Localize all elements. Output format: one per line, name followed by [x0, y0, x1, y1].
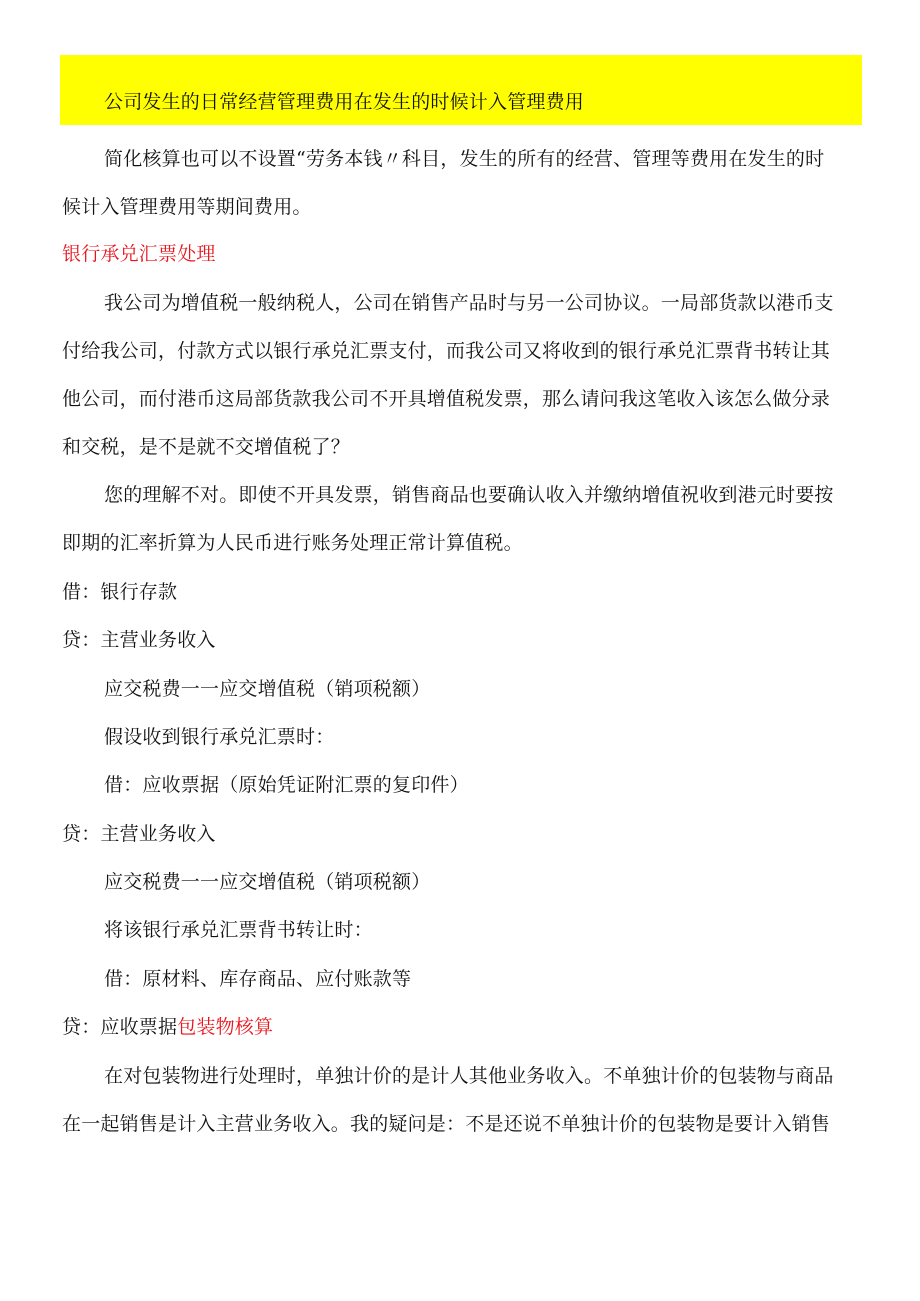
highlighted-heading: 公司发生的日常经营管理费用在发生的时候计入管理费用 — [104, 91, 585, 113]
paragraph-line: 付给我公司，付款方式以银行承兑汇票支付，而我公司又将收到的银行承兑汇票背书转让其 — [62, 340, 831, 362]
paragraph-line: 我公司为增值税一般纳税人，公司在销售产品时与另一公司协议。一局部货款以港币支 — [104, 292, 834, 314]
paragraph-line: 和交税，是不是就不交增值税了？ — [62, 436, 351, 458]
endorse-line: 将该银行承兑汇票背书转让时： — [104, 919, 373, 941]
journal-credit-line: 贷：主营业务收入 — [62, 823, 216, 845]
journal-debit-line: 借：应收票据（原始凭证附汇票的复印件） — [104, 774, 469, 796]
journal-tax-line: 应交税费一一应交增值税（销项税额） — [104, 871, 431, 893]
paragraph-line: 他公司，而付港币这局部货款我公司不开具增值税发票，那么请问我这笔收入该怎么做分录 — [62, 388, 831, 410]
journal-debit-line: 借：银行存款 — [62, 581, 178, 603]
paragraph-line: 在一起销售是计入主营业务收入。我的疑问是：不是还说不单独计价的包装物是要计入销售 — [62, 1113, 831, 1135]
paragraph-line: 候计入管理费用等期间费用。 — [62, 196, 312, 218]
paragraph-line: 简化核算也可以不设置“劳务本钱〃科目，发生的所有的经营、管理等费用在发生的时 — [104, 148, 825, 170]
journal-credit-text: 贷：应收票据 — [62, 1016, 178, 1038]
section-heading-packaging: 包装物核算 — [177, 1016, 274, 1038]
paragraph-line: 在对包装物进行处理时，单独计价的是计人其他业务收入。不单独计价的包装物与商品 — [104, 1065, 834, 1087]
journal-credit-line — [62, 1015, 273, 1039]
journal-credit-line: 贷：主营业务收入 — [62, 629, 216, 651]
paragraph-line: 您的理解不对。即使不开具发票，销售商品也要确认收入并缴纳增值祝收到港元时要按 — [104, 484, 834, 506]
assumption-line: 假设收到银行承兑汇票时： — [104, 726, 335, 748]
paragraph-line: 即期的汇率折算为人民币进行账务处理正常计算值税。 — [62, 532, 523, 554]
journal-tax-line: 应交税费一一应交增值税（销项税额） — [104, 678, 431, 700]
journal-debit-line: 借：原材料、库存商品、应付账款等 — [104, 968, 412, 990]
section-heading-bank-acceptance: 银行承兑汇票处理 — [62, 243, 216, 265]
